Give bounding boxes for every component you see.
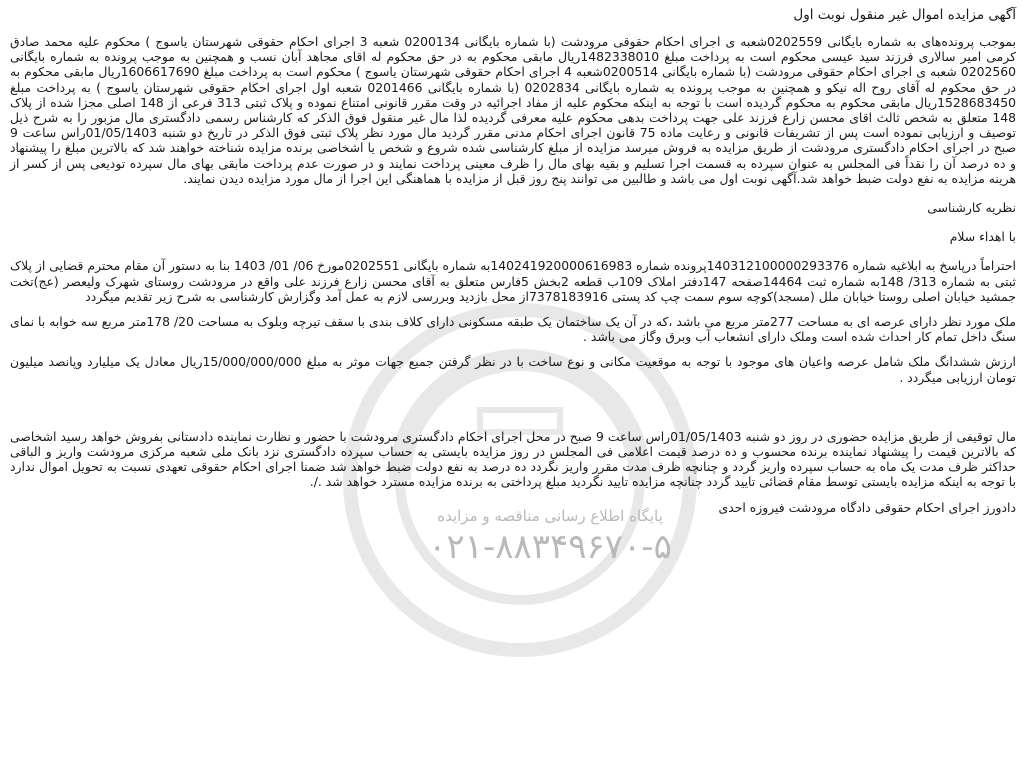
spacer bbox=[10, 490, 1016, 500]
watermark-caption: پایگاه اطلاع رسانی مناقصه و مزایده bbox=[437, 507, 663, 525]
expert-paragraph-referral: احتراماً درپاسخ به ابلاغیه شماره 140312100000293376پرونده شماره 140241920000616983به شماره بایگانی 0202551مورخ 06/ 01/ 1403 بنا به دستور آن مقام محترم قضایی از پلاک ثبتی به شماره 313/ 148به شماره ثبت 14464صفحه 147دفتر املاک 109ب قطعه 2بخش 5فارس متعلق به آقای محسن زارع فرزند علی واقع در مرودشت روستای شهرک ولیعصر (عج)تخت جمشید خیابان اصلی روستا خیابان ملل (مسجد)کوچه سوم سمت چپ کد پستی 7378183916از محل بازدید وبررسی لازم به عمل آمد وگزارش کارشناسی به شرح زیر تقدیم میگردد bbox=[10, 258, 1016, 304]
greeting: با اهداء سلام bbox=[949, 229, 1016, 245]
auction-notice-document bbox=[10, 6, 1016, 515]
expert-paragraph-property: ملک مورد نظر دارای عرصه ای به مساحت 277متر مربع می باشد ،که در آن یک ساختمان یک طبقه مسکونی دارای کلاف بندی با سقف تیرچه وبلوک به مساحت 20/ 178متر مربع سه خوابه با نمای سنگ داخل تمام کار احداث شده است وملک دارای انشعاب آب وبرق وگاز می باشد . bbox=[10, 314, 1016, 345]
auction-terms-paragraph: مال توقیفی از طریق مزایده حضوری در روز دو شنبه 01/05/1403راس ساعت 9 صبح در محل اجرای احکام دادگستری مرودشت با حضور و نظارت نماینده دادستانی بفروش خواهد رسید اشخاصی که بالاترین قیمت را پیشنهاد نماینده برنده محسوب و ده درصد قیمت اعلامی فی المجلس در روز مزایده بایستی به حساب سپرده دادگستری نزد بانک ملی شعبه مرکزی مرودشت واریز و الباقی حداکثر ظرف مدت یک ماه به حساب سپرده واریز گردد و چنانچه ظرف مدت مقرر واریز نگردد ده درصد به نفع دولت ضبط خواهد شد ضمنا اجرای احکام حقوقی تعهدی نسبت به تحویل اموال ندارد با توجه به اینکه مزایده بایستی توسط مقام قضائی تایید گردد چنانچه مزایده تایید نگردید مبلغ پرداختی به برنده مزایده مسترد خواهد شد ./. bbox=[10, 428, 1016, 490]
spacer bbox=[10, 244, 1016, 258]
spacer bbox=[10, 344, 1016, 354]
expert-paragraph-valuation: ارزش ششدانگ ملک شامل عرصه واعیان های موجود با توجه به موقعیت مکانی و نوع ساخت با در نظر گرفتن جمیع جهات موثر به مبلغ 15/000/000/000ریال معادل یک میلیارد وپانصد میلیون تومان ارزیابی میگردد . bbox=[10, 354, 1017, 385]
spacer bbox=[10, 215, 1016, 229]
signature-line: دادورز اجرای احکام حقوقی دادگاه مرودشت فیروزه احدی bbox=[718, 499, 1016, 515]
spacer bbox=[10, 304, 1016, 314]
spacer bbox=[10, 385, 1016, 429]
watermark-phone: ۰۲۱-۸۸۳۴۹۶۷۰-۵ bbox=[428, 527, 672, 567]
intro-paragraph: بموجب پرونده‌های به شماره بایگانی 0202559شعبه ی اجرای احکام حقوقی مرودشت (با شماره بایگانی 0200134 شعبه 3 اجرای احکام حقوقی شهرستان یاسوج ) محکوم علیه محمد صادق کرمی امیر سالاری فرزند سید عیسی محکوم است به پرداخت مبلغ 1482338010ریال مابقی محکوم به در حق محکوم له اقای مجاهد آبان نسب و همچنین به موجب پرونده به شماره بایگانی 0202560 شعبه ی اجرای احکام حقوقی مرودشت (با شماره بایگانی 0200514شعبه 4 اجرای احکام حقوقی شهرستان یاسوج ) محکوم است به پرداخت مبلغ 1606617690ریال مابقی محکوم به در حق محکوم له آقای روح اله نیکو و همچنین به موجب پرونده به شماره بایگانی 0202834 (با شماره بایگانی 0201466 شعبه اول اجرای احکام حقوقی شهرستان یاسوج ) به پرداخت مبلغ 1528683450ریال مابقی محکوم به محکوم گردیده است با توجه به اینکه محکوم علیه از مفاد اجرائیه در وقت مقرر قانونی امتناع نموده و پلاک ثبتی 313 فرعی از 148 اصلی مجزا شده از پلاک 148 متعلق به شخص ثالث اقای محسن زارع فرزند علی جهت پرداخت بدهی محکوم علیه معرفی گردیده لذا مال غیر منقول فوق الذکر که کارشناس رسمی دادگستری مال مزبور را به شرح ذیل توصیف و ارزیابی نموده است پس از تشریفات قانونی و رعایت ماده 75 قانون اجرای احکام مدنی مقرر گردید مال مورد نظر پلاک ثبتی فوق الذکر در تاریخ دو شنبه 01/05/1403راس ساعت 9 صبح در اجرای احکام دادگستری مرودشت از طریق مزایده به فروش میرسد مزایده از مبلغ کارشناسی شده شروع و شخص یا اشخاصی برنده مزایده شناخته خواهند شد که بالاترین مبلغ را پیشنهاد و ده درصد آن را نقداً فی المجلس به عنوان سپرده به قسمت اجرا تسلیم و بقیه بهای مال را ظرف معینی پرداخت نمایند و در صورت عدم پرداخت مابقی بهای مال سپرده تودیعی پس از کسر از هرینه مزایده به نفع دولت ضبط خواهد شد.آگهی نوبت اول می باشد و طالبین می توانند پنج روز قبل از مزایده با هماهنگی این اجرا از مال مورد مزایده دیدن نمایند. bbox=[10, 34, 1017, 186]
spacer bbox=[10, 186, 1016, 200]
notice-title: آگهی مزایده اموال غیر منقول نوبت اول bbox=[793, 7, 1016, 23]
expert-heading: نظریه کارشناسی bbox=[927, 200, 1016, 216]
